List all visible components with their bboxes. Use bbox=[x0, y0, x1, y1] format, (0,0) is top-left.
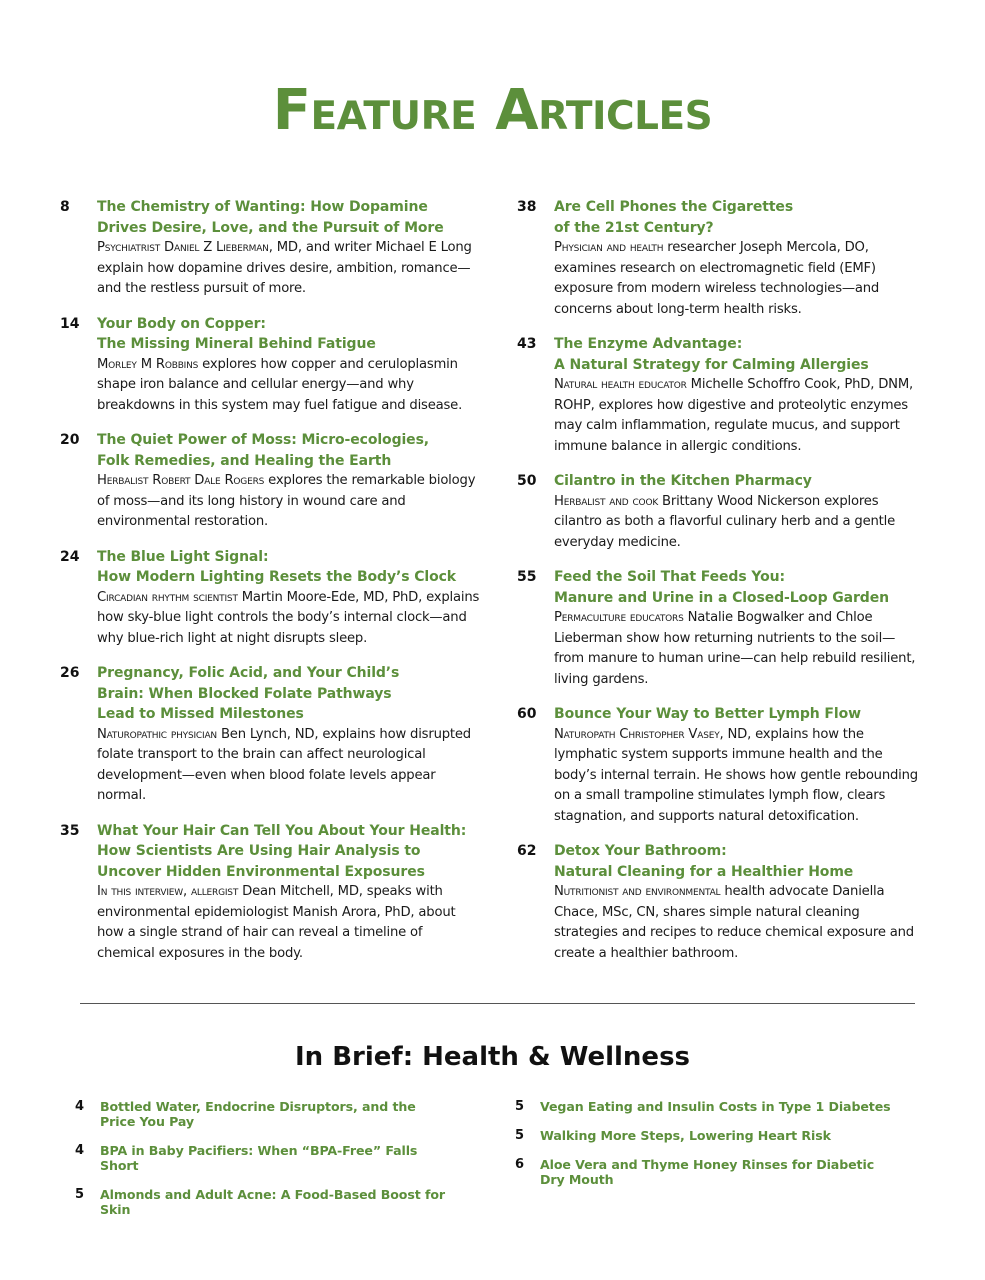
author-lead: Herbalist Robert Dale Rogers bbox=[97, 473, 265, 488]
article-title-line: The Blue Light Signal: bbox=[97, 548, 269, 565]
article-title-line: Drives Desire, Love, and the Pursuit of More bbox=[97, 219, 444, 236]
author-lead: Naturopath Christopher Vasey bbox=[554, 726, 720, 742]
brief-page-number: 5 bbox=[515, 1099, 525, 1114]
feature-article[interactable] bbox=[60, 663, 480, 807]
brief-page-number: 5 bbox=[75, 1187, 85, 1202]
brief-item[interactable] bbox=[515, 1099, 895, 1114]
feature-article[interactable] bbox=[517, 197, 922, 320]
brief-page-number: 6 bbox=[515, 1157, 525, 1172]
section-divider bbox=[80, 1003, 915, 1004]
article-description bbox=[554, 608, 922, 690]
article-page-number: 55 bbox=[517, 569, 537, 585]
article-title-line: What Your Hair Can Tell You About Your Health: bbox=[97, 822, 467, 839]
article-page-number: 62 bbox=[517, 843, 537, 859]
article-title[interactable] bbox=[97, 197, 480, 238]
article-title[interactable] bbox=[554, 471, 922, 492]
article-description bbox=[554, 492, 922, 554]
features-left-column bbox=[60, 197, 480, 978]
feature-article[interactable] bbox=[517, 334, 922, 457]
article-page-number: 60 bbox=[517, 706, 537, 722]
article-title-line: Natural Cleaning for a Healthier Home bbox=[554, 863, 854, 880]
article-description bbox=[554, 238, 922, 320]
feature-article[interactable] bbox=[60, 314, 480, 417]
description-text: Ben Lynch, ND, explains how disrupted folate transport to the brain can affect neurological development—even when blood folate levels appear normal. bbox=[97, 726, 471, 803]
article-title-line: The Enzyme Advantage: bbox=[554, 336, 743, 352]
author-lead: Nutritionist and environmental bbox=[554, 884, 721, 899]
article-title-line: Lead to Missed Milestones bbox=[97, 706, 304, 722]
brief-title[interactable]: BPA in Baby Pacifiers: When “BPA-Free” Falls Short bbox=[100, 1143, 418, 1173]
in-brief-heading: In Brief: Health & Wellness bbox=[294, 1042, 691, 1072]
description-text: health advocate Daniella Chace, MSc, CN, shares simple natural cleaning strategies and recipes to reduce chemical exposure and create a healthier bathroom. bbox=[554, 884, 914, 961]
description-text: researcher Joseph Mercola, DO, examines research on electromagnetic field (EMF) exposure from modern wireless technologies—and concerns about long-term health risks. bbox=[554, 240, 880, 317]
author-lead: In this interview, allergist bbox=[97, 884, 239, 899]
description-text: Michelle Schoffro Cook, PhD, DNM, ROHP, explores how digestive and proteolytic enzymes may calm inflammation, regulate mucus, and support immune balance in allergic conditions. bbox=[554, 377, 914, 454]
author-lead: Permaculture educators bbox=[554, 610, 684, 625]
description-text: explores the remarkable biology of moss—and its long history in wound care and environmental restoration. bbox=[97, 473, 476, 529]
author-lead: Psychiatrist Daniel Z Lieberman bbox=[97, 240, 269, 255]
article-description bbox=[97, 238, 480, 300]
article-description bbox=[554, 725, 922, 828]
feature-article[interactable] bbox=[517, 471, 922, 553]
feature-article[interactable] bbox=[517, 704, 922, 827]
article-title[interactable] bbox=[97, 821, 480, 883]
article-title[interactable] bbox=[97, 547, 480, 588]
brief-title[interactable]: Almonds and Adult Acne: A Food-Based Boost for Skin bbox=[100, 1187, 445, 1217]
description-text: Natalie Bogwalker and Chloe Lieberman show how returning nutrients to the soil—from manure to human urine—can help rebuild resilient, living gardens. bbox=[554, 610, 916, 687]
description-text: Dean Mitchell, MD, speaks with environmental epidemiologist Manish Arora, PhD, about how a single strand of hair can reveal a timeline of chemical exposures in the body. bbox=[97, 884, 456, 961]
article-page-number: 14 bbox=[60, 315, 80, 332]
brief-item[interactable] bbox=[515, 1128, 895, 1143]
brief-page-number: 4 bbox=[75, 1099, 85, 1114]
brief-page-number: 4 bbox=[75, 1143, 85, 1158]
article-title[interactable] bbox=[97, 314, 480, 355]
article-page-number: 38 bbox=[517, 199, 537, 215]
article-page-number: 50 bbox=[517, 473, 537, 489]
article-title-line: Manure and Urine in a Closed-Loop Garden bbox=[554, 589, 889, 606]
description-text: explores how copper and ceruloplasmin shape iron balance and cellular energy—and why breakdowns in this system may fuel fatigue and disease. bbox=[97, 356, 463, 413]
feature-article[interactable] bbox=[60, 430, 480, 533]
article-page-number: 26 bbox=[60, 665, 80, 681]
article-title-line: The Missing Mineral Behind Fatigue bbox=[97, 336, 376, 352]
brief-item[interactable] bbox=[75, 1099, 445, 1129]
author-lead: Physician and health bbox=[554, 240, 664, 255]
article-description bbox=[97, 588, 480, 650]
article-page-number: 8 bbox=[60, 199, 70, 215]
article-title-line: of the 21st Century? bbox=[554, 219, 714, 236]
description-text: Brittany Wood Nickerson explores cilantro as both a flavorful culinary herb and a gentle everyday medicine. bbox=[554, 493, 896, 550]
article-title-line: The Chemistry of Wanting: How Dopamine bbox=[97, 199, 428, 215]
feature-article[interactable] bbox=[60, 197, 480, 300]
article-title[interactable] bbox=[554, 704, 922, 725]
article-title[interactable] bbox=[97, 430, 480, 471]
description-text: Martin Moore-Ede, MD, PhD, explains how sky-blue light controls the body’s internal clock—and why blue-rich light at night disrupts sleep. bbox=[97, 589, 480, 646]
article-description bbox=[554, 882, 922, 964]
article-title-line: Brain: When Blocked Folate Pathways bbox=[97, 685, 392, 702]
article-title-line: Are Cell Phones the Cigarettes bbox=[554, 199, 794, 215]
description-text: , ND, explains how the lymphatic system supports immune health and the body’s internal terrain. He shows how gentle rebounding on a small trampoline stimulates lymph flow, clears stagnation, and supports natural detoxification. bbox=[554, 726, 918, 824]
description-text: , MD, and writer Michael E Long explain how dopamine drives desire, ambition, romance—and the restless pursuit of more. bbox=[97, 240, 472, 296]
brief-left-column bbox=[75, 1099, 445, 1231]
brief-title[interactable]: Aloe Vera and Thyme Honey Rinses for Diabetic Dry Mouth bbox=[540, 1157, 875, 1187]
article-page-number: 35 bbox=[60, 822, 80, 839]
brief-title[interactable]: Bottled Water, Endocrine Disruptors, and the Price You Pay bbox=[100, 1099, 416, 1129]
article-title[interactable] bbox=[554, 334, 922, 375]
brief-item[interactable] bbox=[75, 1187, 445, 1217]
article-description bbox=[554, 375, 922, 457]
article-description bbox=[97, 882, 480, 964]
author-lead: Morley M Robbins bbox=[97, 356, 199, 372]
article-page-number: 43 bbox=[517, 336, 537, 352]
article-description bbox=[97, 355, 480, 417]
article-title-line: Folk Remedies, and Healing the Earth bbox=[97, 452, 392, 469]
article-title[interactable] bbox=[554, 841, 922, 882]
article-title-line: Pregnancy, Folic Acid, and Your Child’s bbox=[97, 665, 400, 681]
article-title[interactable] bbox=[97, 663, 480, 725]
article-title-line: Cilantro in the Kitchen Pharmacy bbox=[554, 473, 812, 489]
feature-article[interactable] bbox=[60, 821, 480, 965]
page-title: Feature Articles bbox=[272, 78, 713, 143]
feature-article[interactable] bbox=[517, 841, 922, 964]
author-lead: Circadian rhythm scientist bbox=[97, 589, 238, 605]
brief-title[interactable]: Walking More Steps, Lowering Heart Risk bbox=[540, 1128, 831, 1143]
article-title[interactable] bbox=[554, 197, 922, 238]
brief-title[interactable]: Vegan Eating and Insulin Costs in Type 1 Diabetes bbox=[540, 1099, 891, 1114]
feature-article[interactable] bbox=[60, 547, 480, 650]
article-title-line: How Modern Lighting Resets the Body’s Clock bbox=[97, 569, 457, 585]
feature-article[interactable] bbox=[517, 567, 922, 690]
article-title[interactable] bbox=[554, 567, 922, 608]
article-title-line: How Scientists Are Using Hair Analysis to bbox=[97, 843, 421, 859]
article-title-line: Detox Your Bathroom: bbox=[554, 843, 727, 859]
article-description bbox=[97, 725, 480, 807]
brief-item[interactable] bbox=[515, 1157, 895, 1187]
article-description bbox=[97, 471, 480, 533]
article-page-number: 24 bbox=[60, 548, 80, 565]
author-lead: Herbalist and cook bbox=[554, 493, 659, 509]
article-title-line: The Quiet Power of Moss: Micro-ecologies, bbox=[97, 432, 430, 448]
brief-item[interactable] bbox=[75, 1143, 445, 1173]
features-right-column bbox=[517, 197, 922, 978]
article-title-line: Your Body on Copper: bbox=[97, 315, 266, 332]
author-lead: Natural health educator bbox=[554, 377, 687, 392]
article-page-number: 20 bbox=[60, 432, 80, 448]
article-title-line: Uncover Hidden Environmental Exposures bbox=[97, 863, 425, 880]
article-title-line: A Natural Strategy for Calming Allergies bbox=[554, 356, 869, 373]
article-title-line: Feed the Soil That Feeds You: bbox=[554, 569, 785, 585]
author-lead: Naturopathic physician bbox=[97, 726, 217, 742]
brief-page-number: 5 bbox=[515, 1128, 525, 1143]
article-title-line: Bounce Your Way to Better Lymph Flow bbox=[554, 706, 861, 722]
brief-right-column bbox=[515, 1099, 895, 1201]
